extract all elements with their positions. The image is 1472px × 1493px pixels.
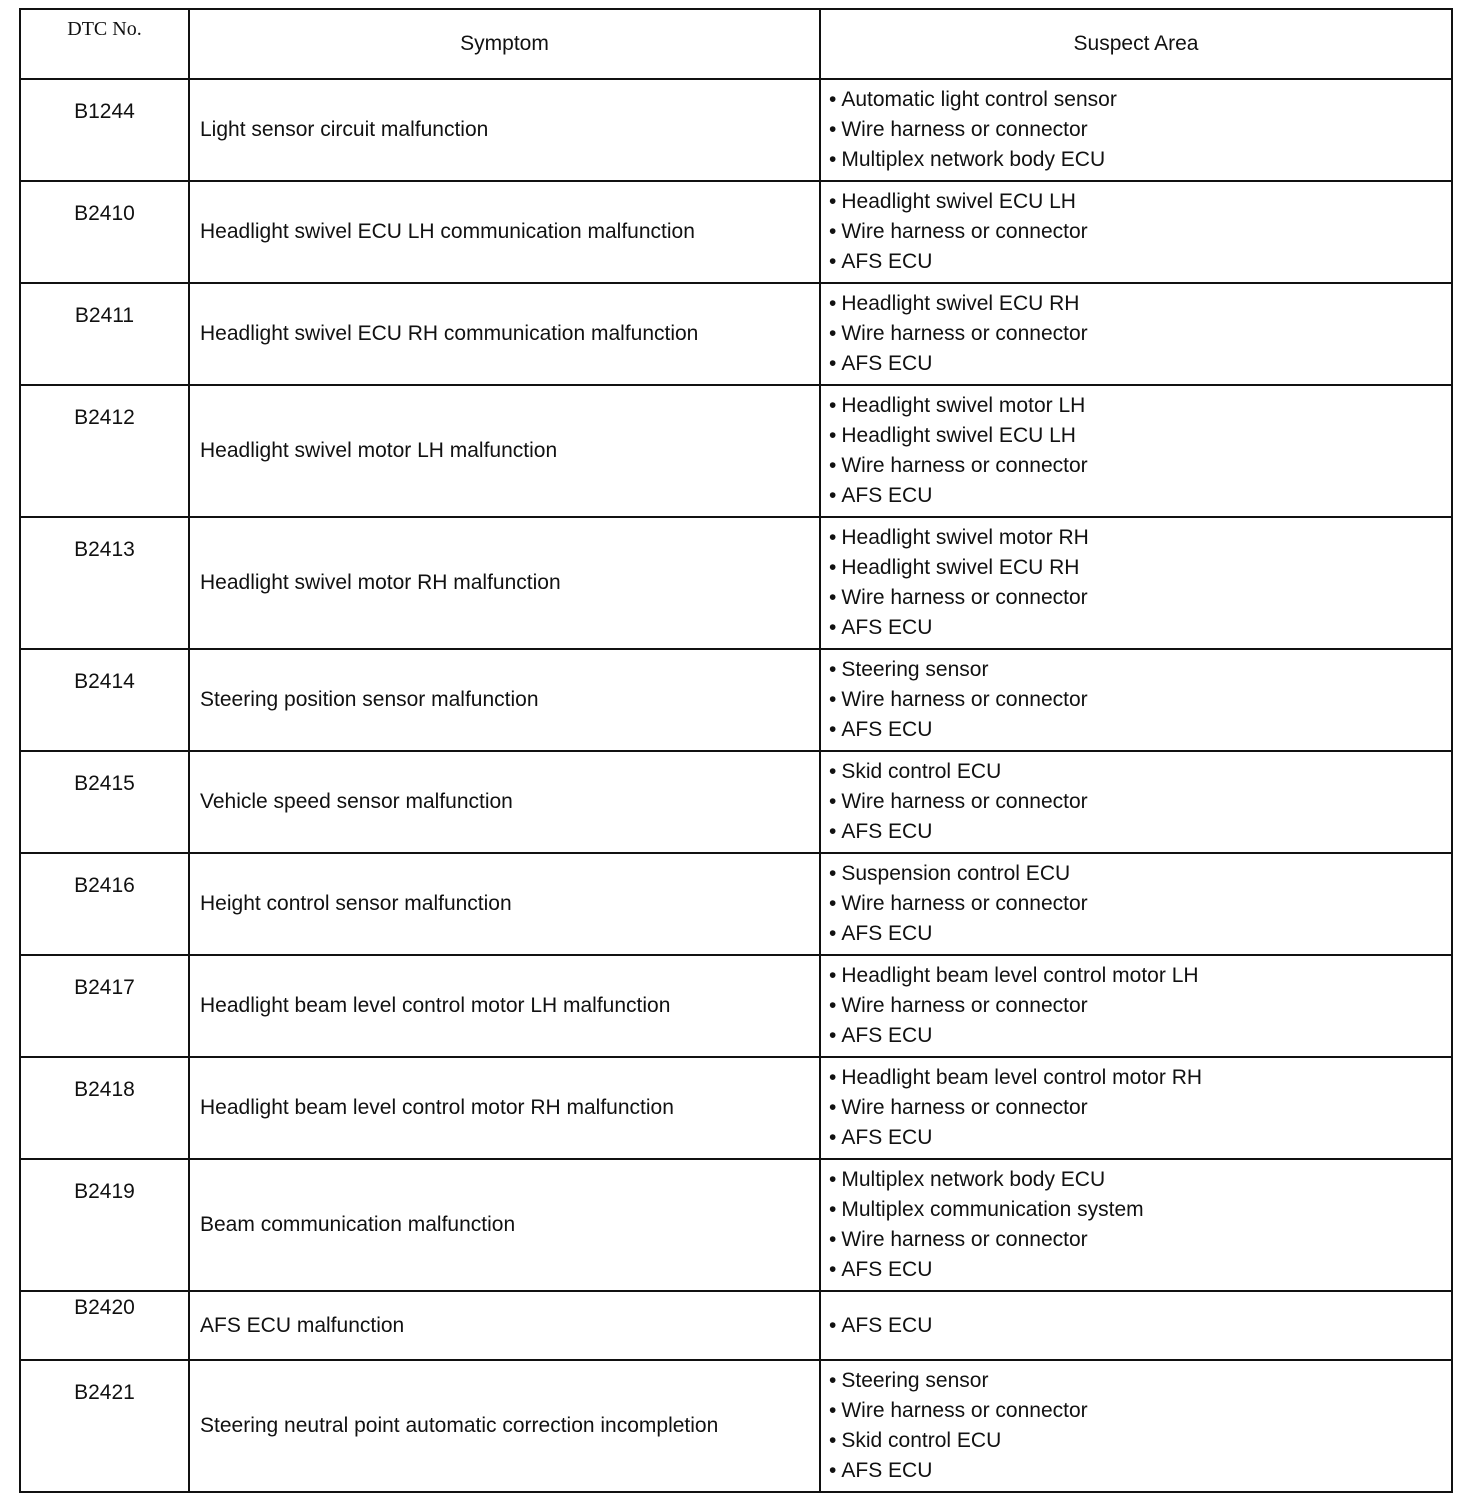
suspect-area-item: • Headlight beam level control motor RH <box>829 1063 1451 1093</box>
table-row <box>20 181 1452 283</box>
suspect-area-item: • AFS ECU <box>829 1456 1451 1486</box>
suspect-area-cell <box>820 79 1452 181</box>
suspect-area-list <box>829 1361 1451 1491</box>
dtc-code-cell <box>20 1057 189 1159</box>
dtc-code-cell <box>20 751 189 853</box>
dtc-code-cell <box>20 181 189 283</box>
dtc-code: B2412 <box>74 406 135 429</box>
suspect-area-list <box>829 518 1451 648</box>
suspect-area-item: • AFS ECU <box>829 1123 1451 1153</box>
symptom-cell: Steering position sensor malfunction <box>189 649 820 751</box>
suspect-area-item: • AFS ECU <box>829 817 1451 847</box>
suspect-area-cell <box>820 1159 1452 1291</box>
suspect-area-item: • Multiplex communication system <box>829 1195 1451 1225</box>
suspect-area-item: • Wire harness or connector <box>829 1396 1451 1426</box>
dtc-code: B2417 <box>74 976 135 999</box>
suspect-area-cell <box>820 751 1452 853</box>
suspect-area-list <box>829 752 1451 852</box>
suspect-area-list <box>829 650 1451 750</box>
symptom-cell: Height control sensor malfunction <box>189 853 820 955</box>
suspect-area-item: • Wire harness or connector <box>829 889 1451 919</box>
header-row <box>20 9 1452 79</box>
dtc-code: B2418 <box>74 1078 135 1101</box>
table-row <box>20 649 1452 751</box>
suspect-area-list <box>829 956 1451 1056</box>
dtc-code: B2419 <box>74 1180 135 1203</box>
dtc-code: B2410 <box>74 202 135 225</box>
suspect-area-item: • AFS ECU <box>829 349 1451 379</box>
symptom-cell: Light sensor circuit malfunction <box>189 79 820 181</box>
suspect-area-item: • Wire harness or connector <box>829 217 1451 247</box>
table-row <box>20 1159 1452 1291</box>
symptom-cell: Steering neutral point automatic correction incompletion <box>189 1360 820 1492</box>
table-row <box>20 283 1452 385</box>
table-row <box>20 1291 1452 1360</box>
suspect-area-cell <box>820 955 1452 1057</box>
suspect-area-cell <box>820 1360 1452 1492</box>
suspect-area-item: • Headlight swivel ECU LH <box>829 421 1451 451</box>
header-suspect-area: Suspect Area <box>820 9 1452 79</box>
suspect-area-item: • Skid control ECU <box>829 1426 1451 1456</box>
suspect-area-item: • Automatic light control sensor <box>829 85 1451 115</box>
symptom-cell: Headlight swivel motor RH malfunction <box>189 517 820 649</box>
dtc-code: B2420 <box>74 1296 135 1319</box>
suspect-area-item: • Suspension control ECU <box>829 859 1451 889</box>
suspect-area-item: • Wire harness or connector <box>829 1093 1451 1123</box>
dtc-code: B1244 <box>74 100 135 123</box>
suspect-area-list <box>829 80 1451 180</box>
symptom-cell: Beam communication malfunction <box>189 1159 820 1291</box>
suspect-area-cell <box>820 1057 1452 1159</box>
suspect-area-list <box>829 182 1451 282</box>
dtc-code-cell <box>20 1360 189 1492</box>
suspect-area-item: • Wire harness or connector <box>829 685 1451 715</box>
suspect-area-item: • Headlight beam level control motor LH <box>829 961 1451 991</box>
suspect-area-list <box>829 1306 1451 1346</box>
suspect-area-cell <box>820 649 1452 751</box>
suspect-area-item: • AFS ECU <box>829 715 1451 745</box>
suspect-area-cell <box>820 385 1452 517</box>
symptom-cell: Headlight swivel ECU LH communication malfunction <box>189 181 820 283</box>
suspect-area-list <box>829 1058 1451 1158</box>
symptom-cell: AFS ECU malfunction <box>189 1291 820 1360</box>
suspect-area-item: • Headlight swivel motor LH <box>829 391 1451 421</box>
header-symptom: Symptom <box>189 9 820 79</box>
suspect-area-item: • Skid control ECU <box>829 757 1451 787</box>
symptom-cell: Vehicle speed sensor malfunction <box>189 751 820 853</box>
suspect-area-item: • AFS ECU <box>829 481 1451 511</box>
table-row <box>20 751 1452 853</box>
dtc-code: B2411 <box>74 304 135 327</box>
suspect-area-cell <box>820 283 1452 385</box>
table-row <box>20 1057 1452 1159</box>
suspect-area-item: • AFS ECU <box>829 1021 1451 1051</box>
dtc-code-cell <box>20 79 189 181</box>
dtc-code-cell <box>20 1291 189 1360</box>
suspect-area-list <box>829 386 1451 516</box>
suspect-area-item: • AFS ECU <box>829 1311 1451 1341</box>
table-row <box>20 79 1452 181</box>
suspect-area-item: • Wire harness or connector <box>829 1225 1451 1255</box>
suspect-area-item: • Steering sensor <box>829 1366 1451 1396</box>
suspect-area-cell <box>820 853 1452 955</box>
dtc-code: B2421 <box>74 1381 135 1404</box>
suspect-area-item: • Wire harness or connector <box>829 583 1451 613</box>
table-row <box>20 853 1452 955</box>
suspect-area-item: • Headlight swivel ECU RH <box>829 289 1451 319</box>
dtc-code-cell <box>20 283 189 385</box>
suspect-area-list <box>829 1160 1451 1290</box>
table-row <box>20 385 1452 517</box>
dtc-code-cell <box>20 1159 189 1291</box>
table-body <box>20 79 1452 1492</box>
dtc-code: B2416 <box>74 874 135 897</box>
dtc-code-cell <box>20 385 189 517</box>
dtc-code: B2415 <box>74 772 135 795</box>
dtc-code: B2413 <box>74 538 135 561</box>
symptom-cell: Headlight beam level control motor LH malfunction <box>189 955 820 1057</box>
dtc-code-cell <box>20 517 189 649</box>
suspect-area-list <box>829 284 1451 384</box>
suspect-area-item: • Multiplex network body ECU <box>829 145 1451 175</box>
suspect-area-item: • Wire harness or connector <box>829 319 1451 349</box>
table-row <box>20 1360 1452 1492</box>
suspect-area-item: • AFS ECU <box>829 247 1451 277</box>
suspect-area-item: • Multiplex network body ECU <box>829 1165 1451 1195</box>
suspect-area-list <box>829 854 1451 954</box>
dtc-code: B2414 <box>74 670 135 693</box>
suspect-area-item: • Wire harness or connector <box>829 451 1451 481</box>
suspect-area-cell <box>820 1291 1452 1360</box>
suspect-area-item: • AFS ECU <box>829 1255 1451 1285</box>
symptom-cell: Headlight swivel ECU RH communication malfunction <box>189 283 820 385</box>
table-row <box>20 517 1452 649</box>
suspect-area-item: • Headlight swivel ECU LH <box>829 187 1451 217</box>
suspect-area-item: • Wire harness or connector <box>829 991 1451 1021</box>
suspect-area-item: • Steering sensor <box>829 655 1451 685</box>
dtc-code-cell <box>20 955 189 1057</box>
suspect-area-cell <box>820 517 1452 649</box>
symptom-cell: Headlight swivel motor LH malfunction <box>189 385 820 517</box>
suspect-area-item: • AFS ECU <box>829 919 1451 949</box>
suspect-area-item: • AFS ECU <box>829 613 1451 643</box>
dtc-table <box>19 8 1453 1493</box>
header-dtc-no: DTC No. <box>20 9 189 79</box>
table-row <box>20 955 1452 1057</box>
symptom-cell: Headlight beam level control motor RH malfunction <box>189 1057 820 1159</box>
suspect-area-item: • Wire harness or connector <box>829 115 1451 145</box>
suspect-area-item: • Wire harness or connector <box>829 787 1451 817</box>
dtc-code-cell <box>20 853 189 955</box>
suspect-area-cell <box>820 181 1452 283</box>
suspect-area-item: • Headlight swivel motor RH <box>829 523 1451 553</box>
dtc-code-cell <box>20 649 189 751</box>
suspect-area-item: • Headlight swivel ECU RH <box>829 553 1451 583</box>
